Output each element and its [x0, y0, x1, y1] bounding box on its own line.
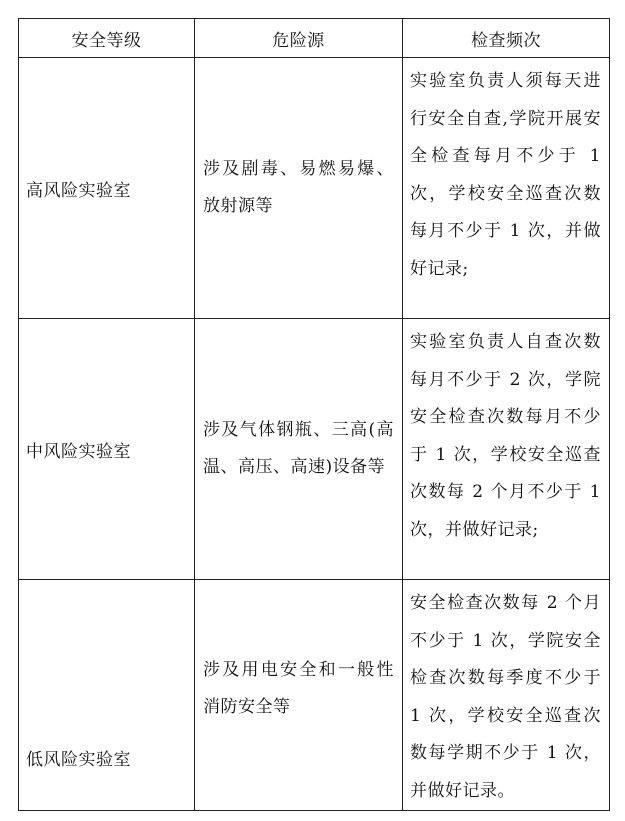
header-hazard-source: 危险源 — [195, 19, 403, 58]
frequency-text: 安全检查次数每 2 个月不少于 1 次，学院安全检查次数每季度不少于 1 次，学校安全巡查次数每学期不少于 1 次，并做好记录。 — [410, 593, 601, 801]
frequency-cell — [403, 580, 610, 811]
hazard-text: 涉及剧毒、易燃易爆、放射源等 — [203, 159, 394, 216]
hazard-cell — [195, 58, 403, 319]
table-row-medium-risk — [19, 319, 610, 580]
frequency-cell — [403, 319, 610, 580]
hazard-cell — [195, 319, 403, 580]
header-check-frequency: 检查频次 — [403, 19, 610, 58]
level-text: 低风险实验室 — [26, 750, 131, 770]
hazard-text: 涉及用电安全和一般性消防安全等 — [203, 660, 394, 717]
hazard-cell — [195, 580, 403, 811]
header-safety-level: 安全等级 — [19, 19, 195, 58]
level-cell — [19, 580, 195, 811]
hazard-text: 涉及气体钢瓶、三高(高温、高压、高速)设备等 — [203, 420, 394, 477]
level-cell — [19, 58, 195, 319]
frequency-cell — [403, 58, 610, 319]
level-cell — [19, 319, 195, 580]
level-text: 中风险实验室 — [26, 441, 131, 462]
table-row-high-risk — [19, 58, 610, 319]
frequency-text: 实验室负责人须每天进行安全自查,学院开展安全检查每月不少于 1 次，学校安全巡查次数每月不少于 1 次，并做好记录; — [410, 71, 601, 279]
level-text: 高风险实验室 — [26, 180, 131, 201]
table-header-row — [19, 19, 610, 58]
table-row-low-risk — [19, 580, 610, 811]
lab-safety-table — [18, 18, 610, 811]
frequency-text: 实验室负责人自查次数每月不少于 2 次，学院安全检查次数每月不少于 1 次，学校安全巡查次数每 2 个月不少于 1 次，并做好记录; — [410, 332, 601, 540]
